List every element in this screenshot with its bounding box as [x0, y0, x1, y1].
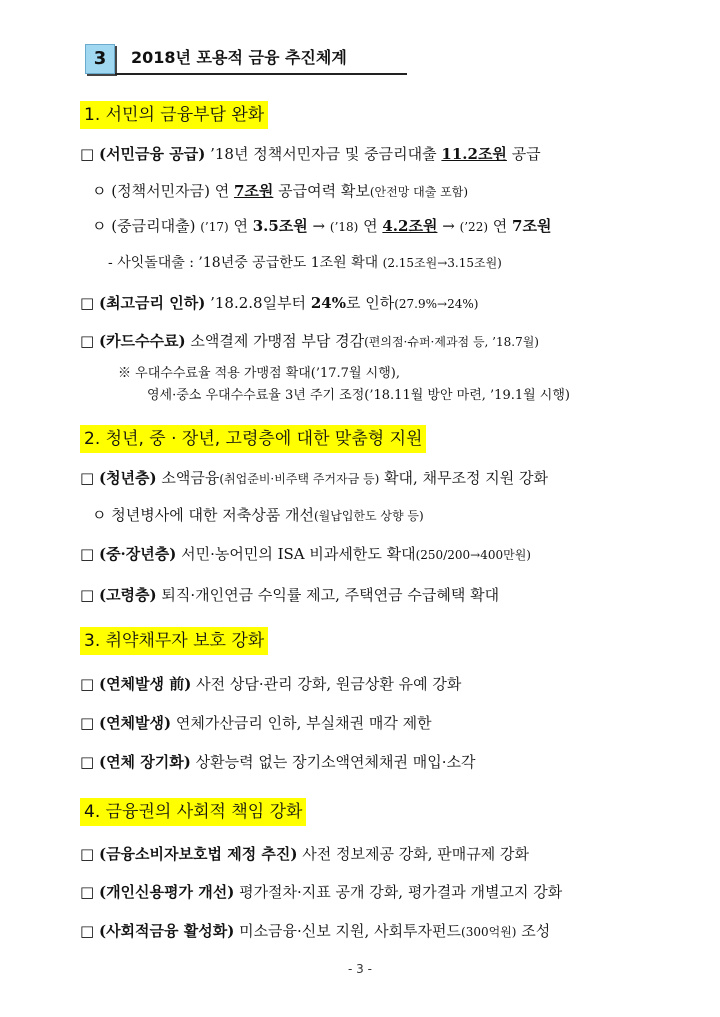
list-item: □ (카드수수료) 소액결제 가맹점 부담 경감(편의점·슈퍼·제과점 등, ’18.7월) [80, 332, 539, 350]
section-number: 3 [85, 44, 115, 74]
list-item: □ (청년층) 소액금융(취업준비·비주택 주거자금 등) 확대, 채무조정 지원 강화 [80, 469, 549, 487]
list-item: □ (사회적금융 활성화) 미소금융·신보 지원, 사회투자펀드(300억원) 조성 [80, 922, 551, 940]
subsection-heading-3: 3. 취약채무자 보호 강화 [80, 627, 268, 655]
subsection-heading-4: 4. 금융권의 사회적 책임 강화 [80, 798, 306, 826]
list-item: □ (연체발생 前) 사전 상담·관리 강화, 원금상환 유예 강화 [80, 675, 462, 693]
list-item: □ (금융소비자보호법 제정 추진) 사전 정보제공 강화, 판매규제 강화 [80, 845, 529, 863]
list-item: □ (최고금리 인하) ’18.2.8일부터 24%로 인하(27.9%→24%) [80, 294, 479, 312]
section-title: 2018년 포용적 금융 추진체계 [131, 48, 347, 67]
list-item: ㅇ 청년병사에 대한 저축상품 개선(월납입한도 상향 등) [92, 506, 424, 524]
list-item: □ (연체 장기화) 상환능력 없는 장기소액연체채권 매입·소각 [80, 753, 476, 771]
list-item: □ (개인신용평가 개선) 평가절차·지표 공개 강화, 평가결과 개별고지 강화 [80, 883, 563, 901]
list-item: ㅇ (정책서민자금) 연 7조원 공급여력 확보(안전망 대출 포함) [92, 182, 468, 200]
list-item: ㅇ (중금리대출) (’17) 연 3.5조원 → (’18) 연 4.2조원 → (’22) 연 7조원 [92, 217, 552, 235]
note-item: ※ 우대수수료율 적용 가맹점 확대(’17.7월 시행), [118, 366, 400, 381]
list-item: □ (서민금융 공급) ’18년 정책서민자금 및 중금리대출 11.2조원 공급 [80, 145, 541, 163]
section-header [85, 44, 405, 76]
note-item: 영세·중소 우대수수료율 3년 주기 조정(’18.11월 방안 마련, ’19.1월 시행) [147, 388, 570, 403]
list-item: □ (고령층) 퇴직·개인연금 수익률 제고, 주택연금 수급혜택 확대 [80, 586, 500, 604]
list-item: - 사잇돌대출 : ’18년중 공급한도 1조원 확대 (2.15조원→3.15조원) [108, 255, 502, 271]
list-item: □ (연체발생) 연체가산금리 인하, 부실채권 매각 제한 [80, 714, 432, 732]
subsection-heading-2: 2. 청년, 중 · 장년, 고령층에 대한 맞춤형 지원 [80, 425, 426, 453]
list-item: □ (중·장년층) 서민·농어민의 ISA 비과세한도 확대(250/200→400만원) [80, 545, 531, 563]
header-underline [115, 73, 407, 75]
subsection-heading-1: 1. 서민의 금융부담 완화 [80, 101, 268, 129]
page-number: - 3 - [348, 962, 372, 976]
